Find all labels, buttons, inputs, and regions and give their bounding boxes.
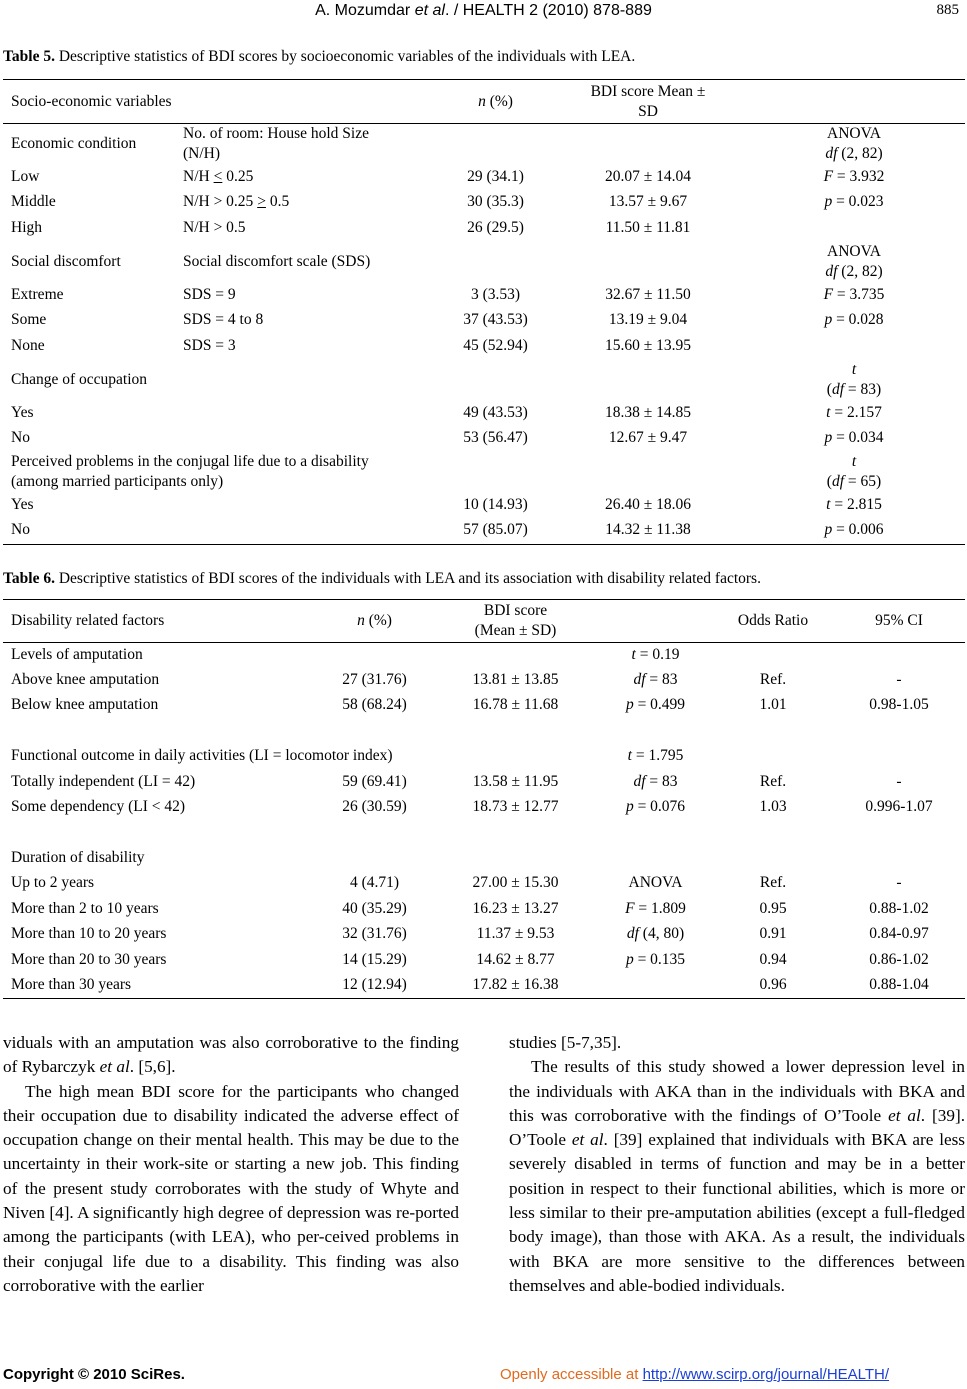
table5 bbox=[3, 79, 965, 545]
table-row: More than 20 to 30 years 14 (15.29) 14.62 ± 8.77 p = 0.135 0.94 0.86-1.02 bbox=[3, 947, 965, 973]
table-row: More than 10 to 20 years 32 (31.76) 11.37 ± 9.53 df (4, 80) 0.91 0.84-0.97 bbox=[3, 922, 965, 947]
row-stat: df = 83 bbox=[633, 772, 678, 790]
footer-copyright: Copyright © 2010 SciRes. bbox=[3, 1366, 185, 1383]
table-row: No 53 (56.47) 12.67 ± 9.47 p = 0.034 bbox=[3, 425, 965, 451]
table5-head-bdi: BDI score Mean ± SD bbox=[553, 80, 743, 124]
row-stat: p = 0.023 bbox=[824, 193, 884, 210]
page-number: 885 bbox=[936, 2, 959, 18]
table-row: Totally independent (LI = 42) 59 (69.41) 13.58 ± 11.95 df = 83 Ref. - bbox=[3, 769, 965, 795]
table6-head-or: Odds Ratio bbox=[713, 600, 833, 643]
table5-caption-label: Table 5. bbox=[3, 48, 55, 65]
table5-group-row bbox=[3, 359, 965, 400]
group-label: Perceived problems in the conjugal life due to a disability (among married participants only) bbox=[11, 452, 369, 490]
group-label: Levels of amputation bbox=[11, 646, 143, 664]
group-stat: t = 0.19 bbox=[631, 646, 680, 664]
row-stat: p = 0.499 bbox=[625, 696, 686, 713]
group-test: t (df = 83) bbox=[826, 360, 882, 398]
group-label: Change of occupation bbox=[11, 370, 148, 388]
row-stat: p = 0.028 bbox=[824, 311, 884, 328]
row-sub: N/H > 0.25 > 0.5 bbox=[183, 193, 290, 210]
group-label: Economic condition bbox=[11, 135, 137, 152]
table5-head-variables: Socio-economic variables bbox=[3, 80, 438, 124]
header-author: A. Mozumdar bbox=[315, 2, 411, 19]
table-row: More than 30 years 12 (12.94) 17.82 ± 16.38 0.96 0.88-1.04 bbox=[3, 973, 965, 999]
group-stat: t = 1.795 bbox=[627, 746, 684, 764]
row-stat: p = 0.076 bbox=[625, 798, 686, 815]
table6-caption-label: Table 6. bbox=[3, 570, 55, 587]
table-row: Extreme SDS = 9 3 (3.53) 32.67 ± 11.50 F = 3.735 bbox=[3, 282, 965, 307]
table5-group-row bbox=[3, 124, 965, 165]
row-stat: p = 0.006 bbox=[743, 517, 965, 544]
header-etal: et al bbox=[414, 2, 445, 19]
group-test: ANOVA df (2, 82) bbox=[825, 242, 883, 280]
running-header bbox=[0, 2, 967, 20]
row-stat: t = 2.815 bbox=[826, 495, 882, 513]
table-row: More than 2 to 10 years 40 (35.29) 16.23 ± 13.27 F = 1.809 0.95 0.88-1.02 bbox=[3, 896, 965, 922]
table-row: Below knee amputation 58 (68.24) 16.78 ± 11.68 p = 0.499 1.01 0.98-1.05 bbox=[3, 693, 965, 718]
table-row: Middle N/H > 0.25 > 0.5 30 (35.3) 13.57 ± 9.67 p = 0.023 bbox=[3, 189, 965, 215]
table-row: No 57 (85.07) 14.32 ± 11.38 p = 0.006 bbox=[3, 517, 965, 544]
table5-head-n: n (%) bbox=[438, 80, 553, 124]
group-label: Duration of disability bbox=[11, 848, 145, 866]
table-row: Above knee amputation 27 (31.76) 13.81 ± 13.85 df = 83 Ref. - bbox=[3, 668, 965, 693]
table-row: Some dependency (LI < 42) 26 (30.59) 18.73 ± 12.77 p = 0.076 1.03 0.996-1.07 bbox=[3, 795, 965, 820]
row-stat: t = 2.157 bbox=[826, 403, 882, 421]
table5-header-row bbox=[3, 80, 965, 124]
table-row: Some SDS = 4 to 8 37 (43.53) 13.19 ± 9.04 p = 0.028 bbox=[3, 307, 965, 333]
left-paragraph-1: viduals with an amputation was also corroborative to the finding of Rybarczyk et al. [5,6]. bbox=[3, 1033, 459, 1077]
group-test: ANOVA df (2, 82) bbox=[825, 125, 883, 162]
table-row: High N/H > 0.5 26 (29.5) 11.50 ± 11.81 bbox=[11, 219, 691, 236]
table-row: Up to 2 years 4 (4.71) 27.00 ± 15.30 ANOVA Ref. - bbox=[11, 874, 902, 891]
table6-group-row bbox=[3, 743, 965, 769]
right-column-text bbox=[509, 1031, 965, 1298]
table6 bbox=[3, 599, 965, 999]
group-sublabel: Social discomfort scale (SDS) bbox=[183, 252, 371, 270]
group-label: Social discomfort bbox=[11, 252, 121, 270]
journal-link[interactable]: http://www.scirp.org/journal/HEALTH/ bbox=[642, 1366, 890, 1383]
table-row: None SDS = 3 45 (52.94) 15.60 ± 13.95 bbox=[11, 337, 691, 354]
group-sublabel: No. of room: House hold Size (N/H) bbox=[183, 125, 369, 162]
table6-caption-text: Descriptive statistics of BDI scores of the individuals with LEA and its association with disability related factors. bbox=[54, 570, 761, 587]
row-stat: F = 3.735 bbox=[823, 285, 885, 303]
footer-access-text: Openly accessible at bbox=[500, 1366, 643, 1383]
table6-head-bdi: BDI score (Mean ± SD) bbox=[433, 600, 598, 643]
row-stat: F = 1.809 bbox=[625, 899, 686, 917]
row-stat: p = 0.034 bbox=[824, 429, 884, 446]
row-stat: df (4, 80) bbox=[626, 925, 685, 942]
table-row: Yes 49 (43.53) 18.38 ± 14.85 t = 2.157 bbox=[3, 400, 965, 425]
group-label: Functional outcome in daily activities (LI = locomotor index) bbox=[11, 746, 393, 764]
table5-group-row bbox=[3, 241, 965, 282]
table6-head-ci: 95% CI bbox=[833, 600, 965, 643]
footer-access bbox=[500, 1366, 889, 1383]
table6-header-row bbox=[3, 600, 965, 643]
group-test: t (df = 65) bbox=[826, 452, 882, 490]
table-row: Low N/H < 0.25 29 (34.1) 20.07 ± 14.04 F = 3.932 bbox=[3, 164, 965, 189]
left-paragraph-2: The high mean BDI score for the participants who changed their occupation due to disability indicated the adverse effect of occupation change on their mental health. This may be due to the uncertainty in their work-site or starting a new job. This finding of the present study corroborates with the study of Whyte and Niven [4]. A significantly high degree of depression was re-ported among the participants (with LEA), who per-ceived problems in their conjugal life due to a disability. This finding was also corroborative with the earlier bbox=[3, 1081, 459, 1295]
row-sub: N/H < 0.25 bbox=[183, 167, 254, 185]
row-stat: df = 83 bbox=[633, 671, 678, 688]
header-journal: . / HEALTH 2 (2010) 878-889 bbox=[444, 2, 652, 19]
table6-head-factors: Disability related factors bbox=[3, 600, 316, 643]
table6-group-row bbox=[3, 643, 965, 668]
left-column-text bbox=[3, 1031, 459, 1298]
row-stat: F = 3.932 bbox=[823, 167, 885, 185]
table-row: Yes 10 (14.93) 26.40 ± 18.06 t = 2.815 bbox=[3, 492, 965, 517]
right-paragraph-2: The results of this study showed a lower depression level in the individuals with AKA than in the individuals with BKA and this was corroborative with the findings of O’Toole et al. [39]. O’Toole et al. [39] explained that individuals with BKA are less severely disabled in terms of function and may be in a better position in respect to their functional abilities, which is more or less similar to their pre-amputation abilities (except a full-fledged body image), than those with AKA. As a result, the individuals with BKA are more sensitive to the differences between themselves and able-bodied individuals. bbox=[509, 1057, 965, 1295]
table6-group-row bbox=[3, 845, 965, 871]
table6-head-n: n (%) bbox=[316, 600, 433, 643]
right-paragraph-1: studies [5-7,35]. bbox=[509, 1033, 622, 1052]
table5-caption-text: Descriptive statistics of BDI scores by socioeconomic variables of the individuals with LEA. bbox=[54, 48, 636, 65]
row-stat: p = 0.135 bbox=[625, 950, 686, 968]
table5-group-row bbox=[3, 451, 965, 492]
table6-caption bbox=[3, 570, 761, 588]
table5-caption bbox=[3, 48, 635, 66]
